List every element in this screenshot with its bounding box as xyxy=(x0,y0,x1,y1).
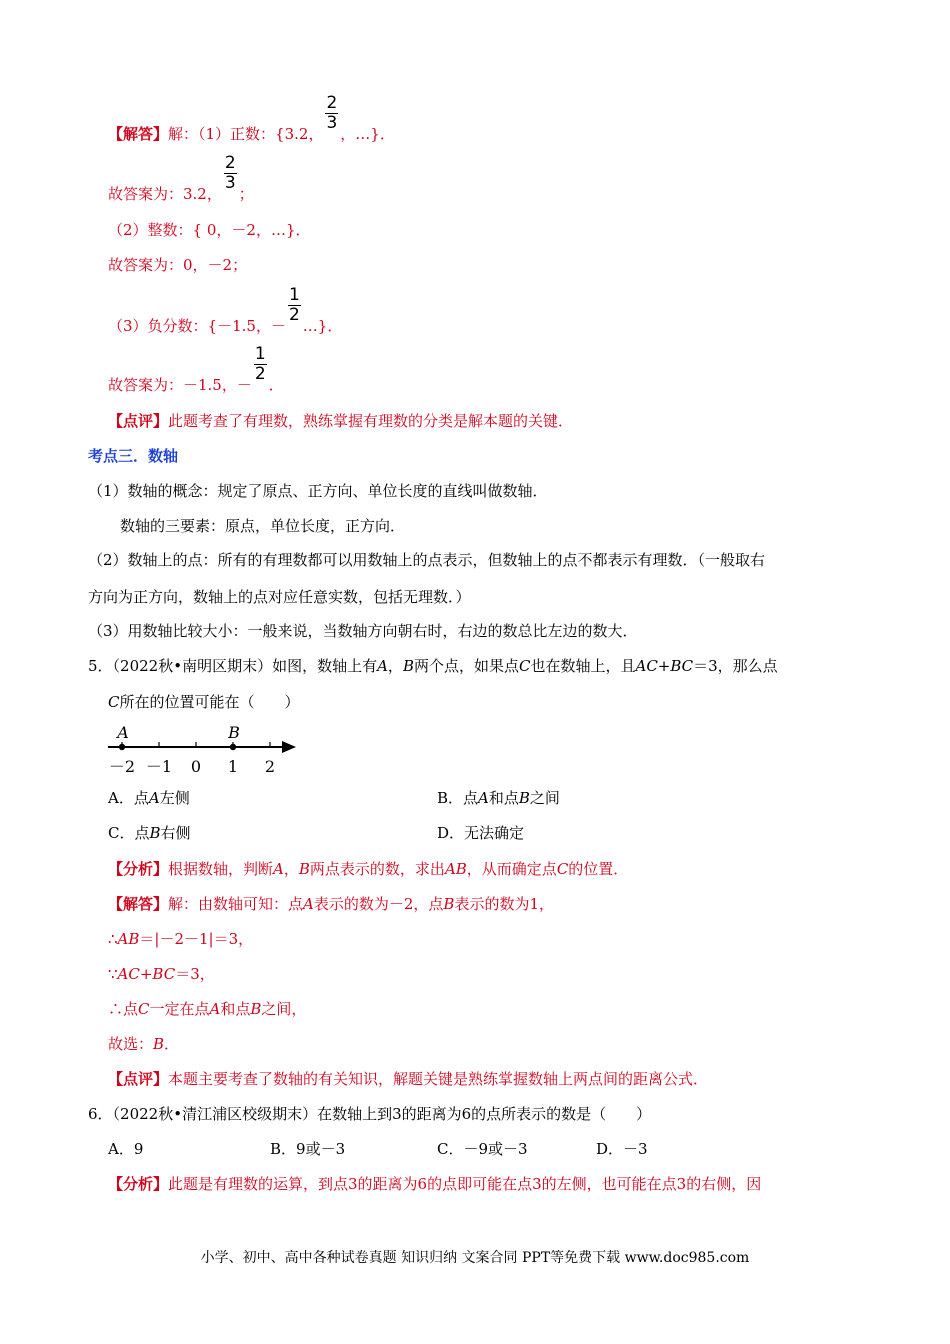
page-footer: 小学、初中、高中各种试卷真题 知识归纳 文案合同 PPT等免费下载 www.doc985.com xyxy=(200,1250,750,1266)
question-6: 6．（2022秋•清江浦区校级期末）在数轴上到3的距离为6的点所表示的数是（ ） xyxy=(88,1105,652,1123)
q5-solution-line-2: ∴AB＝|－2－1|＝3， xyxy=(108,930,254,948)
answer-text: 解：（1）正数：{3.2， xyxy=(168,125,324,143)
point-b-dot xyxy=(230,744,236,750)
comment-line: 【点评】此题考查了有理数，熟练掌握有理数的分类是解本题的关键． xyxy=(108,412,574,430)
concept-paragraph-4: 方向为正方向，数轴上的点对应任意实数，包括无理数．） xyxy=(88,588,471,606)
question-5-line-1: 5．（2022秋•南明区期末）如图，数轴上有A，B两个点，如果点C也在数轴上，且AC+BC＝3，那么点 xyxy=(88,657,778,675)
axis-tick-label: 2 xyxy=(264,757,276,775)
q6-option-b[interactable]: B．9或－3 xyxy=(270,1140,346,1158)
fraction-one-half: $\frac{1}{2}$ xyxy=(288,284,300,325)
q5-option-b[interactable]: B．点A和点B之间 xyxy=(437,789,560,807)
point-b-label: B xyxy=(228,723,240,742)
concept-paragraph-5: （3）用数轴比较大小：一般来说，当数轴方向朝右时，右边的数总比左边的数大． xyxy=(88,622,638,640)
number-line-figure xyxy=(104,720,304,775)
point-a-label: A xyxy=(117,723,129,742)
answer-result-positive: 故答案为：3.2， $\frac{2}{3}$ ； xyxy=(108,152,254,203)
q6-analysis: 【分析】此题是有理数的运算，到点3的距离为6的点即可能在点3的左侧，也可能在点3的右侧，因 xyxy=(108,1175,762,1193)
fraction-two-thirds: $\frac{2}{3}$ xyxy=(224,152,236,193)
q5-option-c[interactable]: C．点B右侧 xyxy=(108,824,191,842)
answer-tag: 【解答】 xyxy=(108,125,169,143)
concept-paragraph-3: （2）数轴上的点：所有的有理数都可以用数轴上的点表示，但数轴上的点不都表示有理数．（一般取右 xyxy=(88,551,766,569)
concept-paragraph-2: 数轴的三要素：原点，单位长度，正方向． xyxy=(120,517,406,535)
answer-result-negative-fraction: 故答案为：－1.5，－ $\frac{1}{2}$ ． xyxy=(108,343,284,394)
axis-arrow-icon xyxy=(282,741,296,753)
q5-analysis: 【分析】根据数轴，判断A，B两点表示的数，求出AB，从而确定点C的位置． xyxy=(108,860,629,878)
answer-line-positive: 【解答】解：（1）正数：{3.2， $\frac{2}{3}$ ，…}． xyxy=(108,92,395,143)
q5-option-d[interactable]: D．无法确定 xyxy=(437,824,525,842)
point-a-dot xyxy=(119,744,125,750)
q5-option-a[interactable]: A．点A左侧 xyxy=(108,789,190,807)
q5-comment: 【点评】本题主要考查了数轴的有关知识，解题关键是熟练掌握数轴上两点间的距离公式． xyxy=(108,1070,709,1088)
fraction-one-half: $\frac{1}{2}$ xyxy=(254,343,266,384)
q6-option-c[interactable]: C．－9或－3 xyxy=(437,1140,528,1158)
answer-line-integer: （2）整数：{ 0，－2，…}． xyxy=(108,221,311,239)
q5-solution-line-1: 【解答】解：由数轴可知：点A表示的数为－2，点B表示的数为1， xyxy=(108,895,554,913)
q5-solution-line-5: 故选：B． xyxy=(108,1035,180,1053)
fraction-two-thirds: $\frac{2}{3}$ xyxy=(326,92,338,133)
axis-tick-label: 0 xyxy=(190,757,202,775)
q6-option-d[interactable]: D．－3 xyxy=(596,1140,648,1158)
axis-tick-label: 1 xyxy=(227,757,239,775)
axis-tick-label: －1 xyxy=(145,757,173,775)
section-title: 考点三．数轴 xyxy=(88,447,179,465)
axis-tick-label: －2 xyxy=(108,757,136,775)
answer-result-integer: 故答案为：0，－2； xyxy=(108,256,248,274)
concept-paragraph-1: （1）数轴的概念：规定了原点、正方向、单位长度的直线叫做数轴． xyxy=(88,482,548,500)
answer-line-negative-fraction: （3）负分数：{－1.5，－ $\frac{1}{2}$ …}． xyxy=(108,284,343,335)
q5-solution-line-4: ∴点C一定在点A和点B之间， xyxy=(108,1000,307,1018)
question-5-line-2: C所在的位置可能在（ ） xyxy=(108,693,300,711)
q5-solution-line-3: ∵AC+BC＝3， xyxy=(108,965,215,983)
q6-option-a[interactable]: A．9 xyxy=(108,1140,144,1158)
